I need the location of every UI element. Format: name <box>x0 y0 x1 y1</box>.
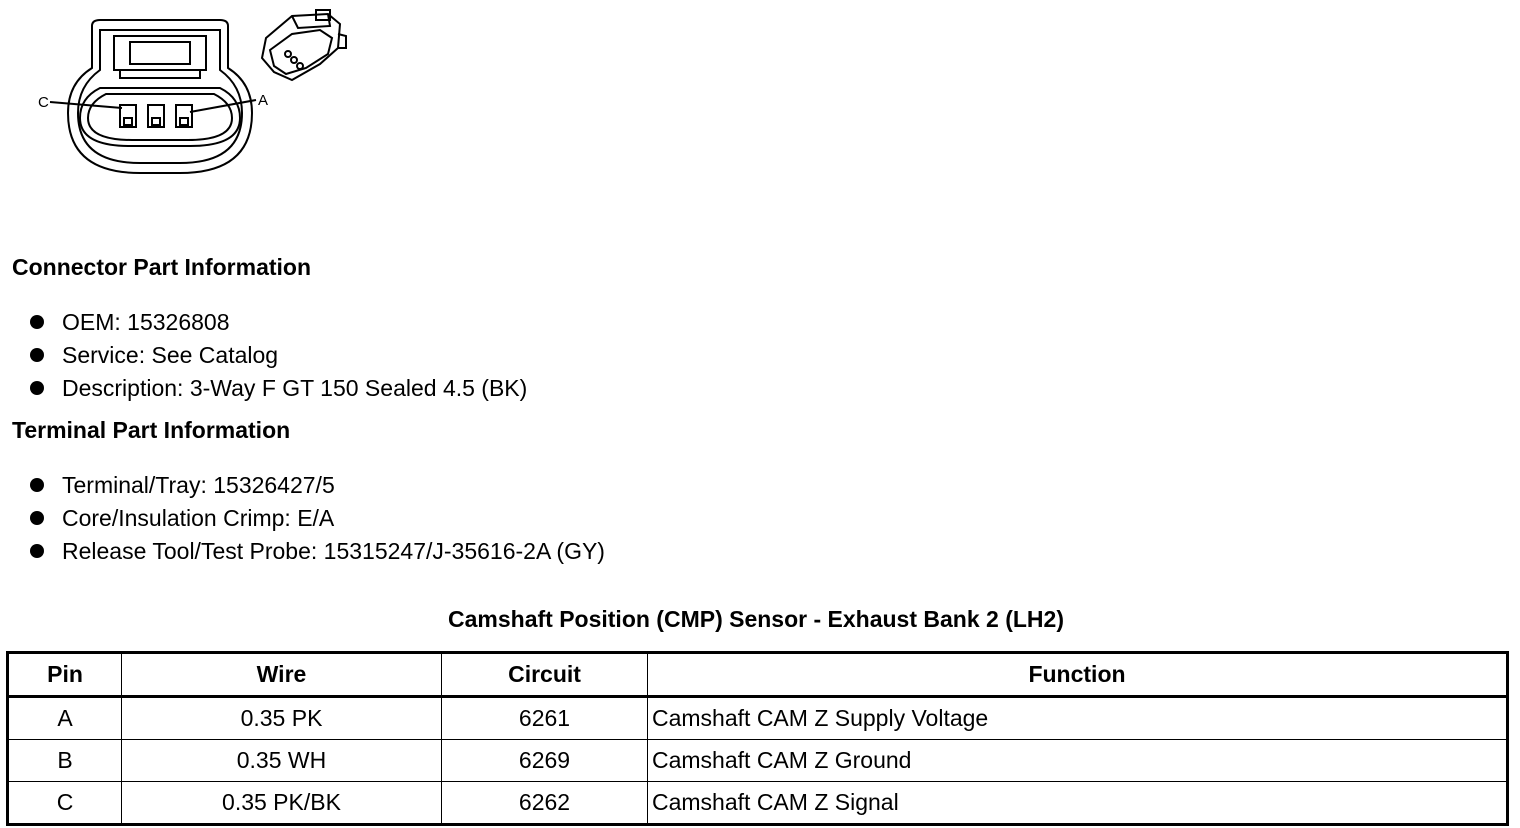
table-row <box>8 697 1508 740</box>
connector-part-info-list <box>28 308 527 407</box>
cell-wire: 0.35 PK/BK <box>122 782 442 825</box>
bullet-icon <box>30 381 44 395</box>
list-item-text: OEM: 15326808 <box>62 309 230 335</box>
header-wire: Wire <box>122 653 442 697</box>
cell-pin: A <box>8 697 122 740</box>
list-item-text: Core/Insulation Crimp: E/A <box>62 505 335 531</box>
pin-label-left: C <box>38 94 49 111</box>
cell-pin: C <box>8 782 122 825</box>
pin-table <box>6 651 1509 826</box>
cell-function: Camshaft CAM Z Supply Voltage <box>648 697 1508 740</box>
bullet-icon <box>30 511 44 525</box>
cell-wire: 0.35 WH <box>122 740 442 782</box>
list-item <box>28 341 527 374</box>
pin-label-right: A <box>258 92 269 109</box>
cell-circuit: 6262 <box>442 782 648 825</box>
bullet-icon <box>30 544 44 558</box>
cell-circuit: 6269 <box>442 740 648 782</box>
connector-face-illustration <box>30 8 370 183</box>
cell-wire: 0.35 PK <box>122 697 442 740</box>
bullet-icon <box>30 315 44 329</box>
pin-table-title: Camshaft Position (CMP) Sensor - Exhaust Bank 2 (LH2) <box>448 606 1064 632</box>
table-row <box>8 740 1508 782</box>
list-item <box>28 537 605 570</box>
terminal-part-info-list <box>28 471 605 570</box>
list-item-text: Description: 3-Way F GT 150 Sealed 4.5 (BK) <box>62 375 528 401</box>
header-circuit: Circuit <box>442 653 648 697</box>
list-item-text: Terminal/Tray: 15326427/5 <box>62 472 335 498</box>
cell-function: Camshaft CAM Z Ground <box>648 740 1508 782</box>
cell-pin: B <box>8 740 122 782</box>
connector-diagram <box>30 8 370 183</box>
connector-part-info-heading: Connector Part Information <box>12 254 312 280</box>
list-item <box>28 471 605 504</box>
cell-function: Camshaft CAM Z Signal <box>648 782 1508 825</box>
header-pin: Pin <box>8 653 122 697</box>
table-row <box>8 782 1508 825</box>
list-item <box>28 308 527 341</box>
header-function: Function <box>648 653 1508 697</box>
list-item-text: Release Tool/Test Probe: 15315247/J-35616-2A (GY) <box>62 538 605 564</box>
cell-circuit: 6261 <box>442 697 648 740</box>
list-item <box>28 504 605 537</box>
list-item-text: Service: See Catalog <box>62 342 279 368</box>
bullet-icon <box>30 348 44 362</box>
list-item <box>28 374 527 407</box>
terminal-part-info-heading: Terminal Part Information <box>12 417 291 443</box>
bullet-icon <box>30 478 44 492</box>
table-header-row <box>8 653 1508 697</box>
